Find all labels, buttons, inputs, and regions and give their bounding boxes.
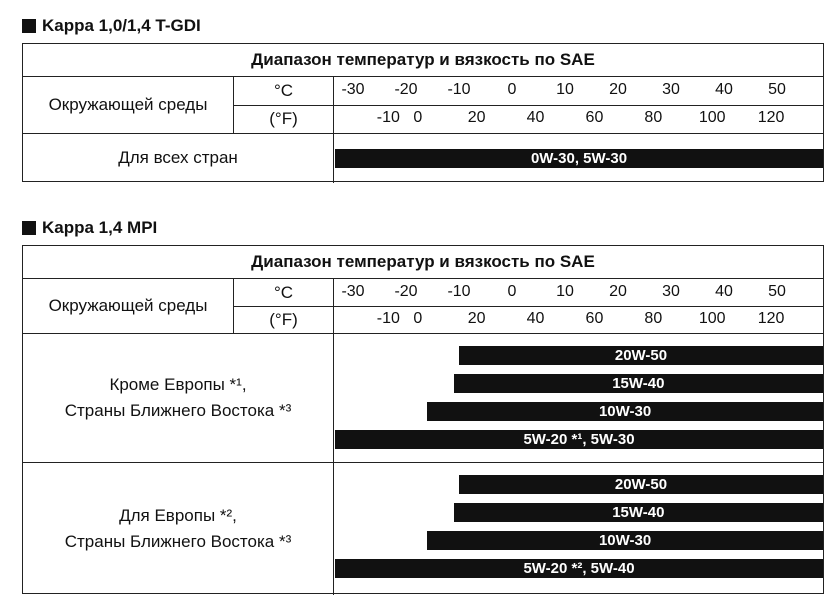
celsius-tick-label: 20 [609, 81, 627, 98]
section-2-heading-text: Kappa 1,4 MPI [42, 218, 158, 237]
celsius-tick-label: 40 [715, 283, 733, 300]
viscosity-bar-label: 10W-30 [598, 532, 652, 549]
unit-celsius: °C [273, 282, 294, 302]
fahrenheit-tick-label: 100 [698, 310, 726, 327]
group-label-text: Для всех стран [118, 148, 238, 168]
fahrenheit-tick-label: 0 [413, 310, 423, 327]
viscosity-bar-label: 15W-40 [612, 375, 665, 392]
section-2-table [22, 245, 824, 594]
viscosity-bar [335, 430, 823, 449]
celsius-tick-label: 0 [507, 81, 517, 98]
group-label [23, 334, 333, 462]
section-1-heading-text: Kappa 1,0/1,4 T-GDI [42, 16, 201, 35]
viscosity-bar-label: 5W-20 *², 5W-40 [523, 560, 635, 577]
fahrenheit-tick-label: 100 [698, 109, 726, 126]
ambient-label: Окружающей среды [48, 295, 208, 315]
table-title: Диапазон температур и вязкость по SAE [251, 252, 595, 271]
viscosity-bar [454, 374, 823, 393]
celsius-tick-label: -10 [447, 283, 471, 300]
viscosity-bar-label: 0W-30, 5W-30 [530, 150, 628, 167]
celsius-tick-label: 50 [768, 283, 786, 300]
unit-celsius: °C [273, 81, 294, 100]
fahrenheit-tick-label: 20 [467, 109, 486, 126]
viscosity-bar-label: 10W-30 [598, 403, 652, 420]
celsius-tick-label: -30 [341, 81, 365, 98]
group-label [23, 463, 333, 595]
group-label-line-2: Страны Ближнего Востока *³ [64, 532, 292, 551]
viscosity-bar [427, 531, 823, 550]
fahrenheit-tick-label: 80 [644, 310, 663, 327]
viscosity-bar-label: 15W-40 [612, 504, 665, 521]
viscosity-bar [459, 475, 823, 494]
ambient-label: Окружающей среды [48, 94, 208, 114]
unit-fahrenheit: (°F) [269, 309, 298, 329]
viscosity-bar [335, 559, 823, 578]
viscosity-bar-label: 20W-50 [614, 476, 668, 493]
fahrenheit-tick-label: 60 [585, 310, 604, 327]
celsius-tick-label: 30 [662, 283, 680, 300]
group-label-line-1: Кроме Европы *¹, [109, 374, 247, 394]
celsius-tick-label: -20 [394, 81, 418, 98]
fahrenheit-tick-label: 20 [467, 310, 486, 327]
fahrenheit-tick-label: 120 [757, 310, 785, 327]
unit-fahrenheit: (°F) [269, 109, 298, 128]
celsius-tick-label: -20 [394, 283, 418, 300]
viscosity-bar [459, 346, 823, 365]
fahrenheit-tick-label: 40 [526, 109, 545, 126]
square-bullet-icon [22, 221, 36, 235]
viscosity-bar [454, 503, 823, 522]
viscosity-bar [427, 402, 823, 421]
celsius-tick-label: 0 [507, 283, 517, 300]
group-label [23, 134, 333, 183]
fahrenheit-tick-label: 40 [526, 310, 545, 327]
table-title: Диапазон температур и вязкость по SAE [251, 50, 595, 69]
celsius-tick-label: 30 [662, 81, 680, 98]
celsius-tick-label: 10 [556, 81, 574, 98]
group-label-line-1: Для Европы *², [119, 505, 237, 525]
fahrenheit-tick-label: 80 [644, 109, 663, 126]
fahrenheit-tick-label: -10 [376, 109, 400, 126]
section-1-heading [22, 16, 201, 36]
fahrenheit-tick-label: 120 [757, 109, 785, 126]
viscosity-bar-label: 5W-20 *¹, 5W-30 [523, 431, 635, 448]
fahrenheit-tick-label: 0 [413, 109, 423, 126]
fahrenheit-tick-label: 60 [585, 109, 604, 126]
square-bullet-icon [22, 19, 36, 33]
celsius-tick-label: 40 [715, 81, 733, 98]
celsius-tick-label: -10 [447, 81, 471, 98]
celsius-tick-label: -30 [341, 283, 365, 300]
section-2-heading [22, 218, 157, 238]
fahrenheit-tick-label: -10 [376, 310, 400, 327]
celsius-tick-label: 20 [609, 283, 627, 300]
viscosity-bar-label: 20W-50 [614, 347, 668, 364]
viscosity-bar [335, 149, 823, 168]
group-label-line-2: Страны Ближнего Востока *³ [64, 401, 292, 420]
section-1-table [22, 43, 824, 182]
celsius-tick-label: 50 [768, 81, 786, 98]
celsius-tick-label: 10 [556, 283, 574, 300]
